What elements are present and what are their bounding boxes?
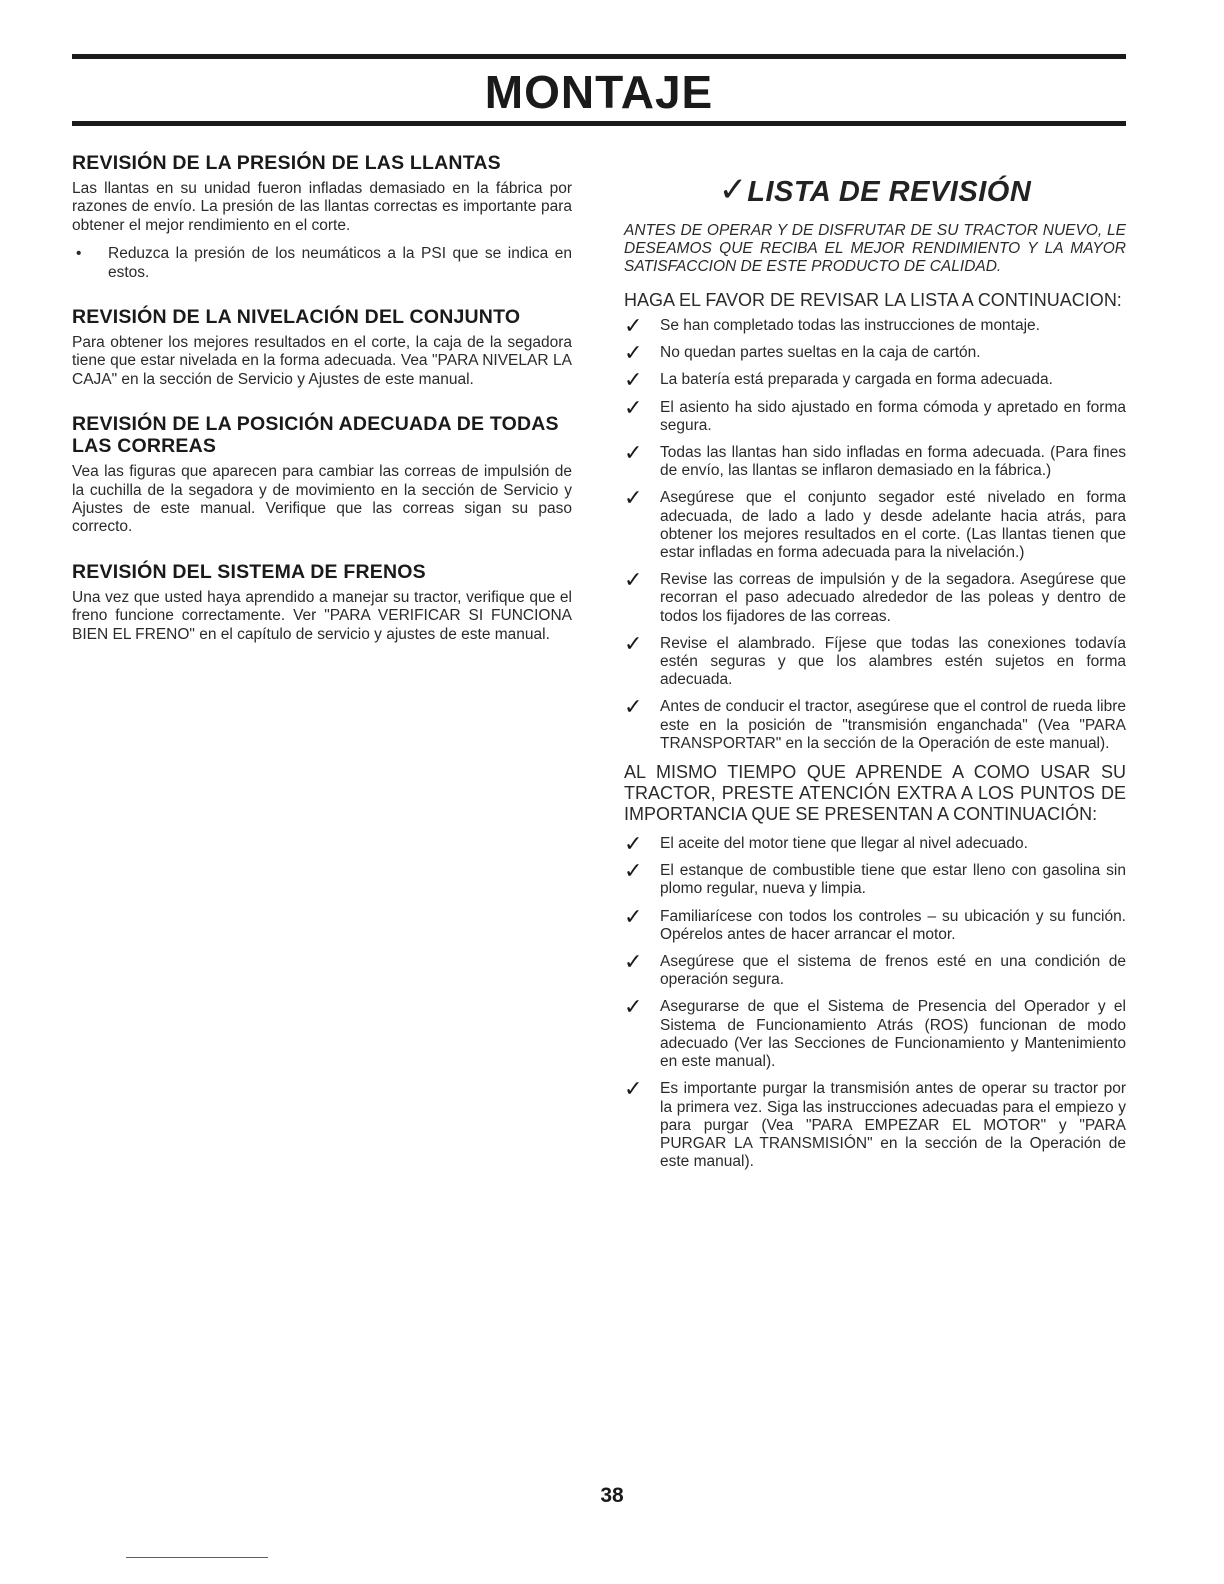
checkmark-icon: ✓	[718, 171, 748, 209]
checkmark-icon: ✓	[624, 630, 643, 656]
checklist-item-text: Revise el alambrado. Fíjese que todas las conexiones todavía estén seguras y que los alambres estén sujetos en forma adecuada.	[660, 634, 1126, 689]
checkmark-icon: ✓	[624, 858, 643, 884]
section-body: Para obtener los mejores resultados en el corte, la caja de la segadora tiene que estar nivelada en la forma adecuada. Vea "PARA NIVELAR LA CAJA" en la sección de Servicio y Ajustes de este manual.	[72, 334, 572, 388]
checkmark-icon: ✓	[624, 831, 643, 857]
checklist-prompt: HAGA EL FAVOR DE REVISAR LA LISTA A CONTINUACION:	[624, 290, 1122, 310]
checkmark-icon: ✓	[624, 367, 643, 393]
bullet-text: Reduzca la presión de los neumáticos a la PSI que se indica en estos.	[108, 245, 572, 281]
checklist-heading	[624, 170, 1126, 210]
checklist-prompt-2: AL MISMO TIEMPO QUE APRENDE A COMO USAR SU TRACTOR, PRESTE ATENCIÓN EXTRA A LOS PUNTOS DE IMPORTANCIA QUE SE PRESENTAN A CONTINUACIÓN:	[624, 762, 1126, 825]
checklist-title: LISTA DE REVISIÓN	[747, 176, 1032, 208]
section-heading: REVISIÓN DE LA POSICIÓN ADECUADA DE TODAS LAS CORREAS	[72, 413, 559, 458]
checklist-item-text: No quedan partes sueltas en la caja de cartón.	[660, 344, 981, 362]
left-column	[72, 152, 572, 668]
top-rule	[72, 54, 1126, 59]
checklist-item-text: Antes de conducir el tractor, asegúrese que el control de rueda libre este en la posición de "transmisión enganchada" (Vea "PARA TRANSPORTAR" en la sección de la Operación de este manual).	[660, 698, 1126, 752]
checklist-item	[624, 903, 1126, 944]
checklist-item-text: El aceite del motor tiene que llegar al nivel adecuado.	[660, 835, 1028, 853]
checklist-item	[624, 949, 1126, 989]
checklist-item	[624, 440, 1126, 480]
checklist-item-text: El asiento ha sido ajustado en forma cómoda y apretado en forma segura.	[660, 398, 1126, 434]
checklist-item	[624, 1076, 1126, 1171]
checkmark-icon: ✓	[624, 340, 643, 366]
checklist-item-text: Revise las correas de impulsión y de la segadora. Asegúrese que recorran el paso adecuado alrededor de las poleas y dentro de todos los fijadores de las correas.	[660, 571, 1126, 625]
bullet-item	[72, 245, 572, 282]
section-body: Las llantas en su unidad fueron infladas demasiado en la fábrica por razones de envío. La presión de las llantas correctas es importante para obtener el mejor rendimiento en el corte.	[72, 180, 572, 234]
checklist-item	[624, 567, 1126, 626]
checkmark-icon: ✓	[624, 694, 643, 720]
page-number: 38	[600, 1484, 624, 1507]
section-belts	[72, 413, 572, 537]
section-body: Una vez que usted haya aprendido a manejar su tractor, verifique que el freno funcione correctamente. Ver "PARA VERIFICAR SI FUNCIONA BIEN EL FRENO" en el capítulo de servicio y ajustes de este manual.	[72, 588, 572, 643]
scan-underline-mark	[126, 1557, 268, 1558]
checklist-item-text: Asegúrese que el conjunto segador esté nivelado en forma adecuada, de lado a lado y desde adelante hacia atrás, para obtener los mejores resultados en el corte. (Las llantas tienen que estar infladas en forma adecuada para la nivelación.)	[660, 489, 1126, 562]
checklist-item-text: Todas las llantas han sido infladas en forma adecuada. (Para fines de envío, las llantas se inflaron demasiado en la fábrica.)	[660, 444, 1126, 480]
checkmark-icon: ✓	[624, 485, 643, 511]
checkmark-icon: ✓	[624, 440, 643, 466]
checkmark-icon: ✓	[624, 1076, 643, 1102]
checkmark-icon: ✓	[624, 994, 643, 1020]
checklist-item	[624, 994, 1126, 1071]
section-brakes	[72, 561, 572, 644]
checklist-item	[624, 367, 1126, 393]
checkmark-icon: ✓	[624, 394, 643, 420]
checklist-item	[624, 630, 1126, 690]
checklist-items-1	[624, 313, 1126, 753]
checklist-item-text: Se han completado todas las instrucciones de montaje.	[660, 317, 1040, 334]
right-column	[624, 170, 1126, 1180]
section-heading: REVISIÓN DE LA NIVELACIÓN DEL CONJUNTO	[72, 306, 521, 329]
checklist-item	[624, 485, 1126, 562]
checklist-item-text: Familiarícese con todos los controles – su ubicación y su función. Opérelos antes de hacer arrancar el motor.	[660, 907, 1126, 943]
section-deck-leveling	[72, 306, 572, 389]
checkmark-icon: ✓	[624, 949, 643, 975]
checklist-item-text: Asegúrese que el sistema de frenos esté en una condición de operación segura.	[660, 953, 1126, 989]
title-bottom-rule	[72, 121, 1126, 126]
checklist-item-text: El estanque de combustible tiene que estar lleno con gasolina sin plomo regular, nueva y limpia.	[660, 862, 1126, 898]
checklist-item-text: La batería está preparada y cargada en forma adecuada.	[660, 371, 1053, 389]
checklist-item	[624, 340, 1126, 366]
section-tire-pressure	[72, 152, 572, 282]
checklist-intro: ANTES DE OPERAR Y DE DISFRUTAR DE SU TRACTOR NUEVO, LE DESEAMOS QUE RECIBA EL MEJOR RENDIMIENTO Y LA MAYOR SATISFACCION DE ESTE PRODUCTO DE CALIDAD.	[624, 222, 1126, 275]
bullet-dot-icon: •	[76, 245, 82, 263]
section-heading: REVISIÓN DEL SISTEMA DE FRENOS	[72, 560, 426, 583]
checklist-item-text: Asegurarse de que el Sistema de Presencia del Operador y el Sistema de Funcionamiento Atrás (ROS) funcionan de modo adecuado (Ver las Secciones de Funcionamiento y Mantenimiento en este manual).	[660, 998, 1126, 1071]
checkmark-icon: ✓	[624, 567, 643, 593]
checklist-item	[624, 694, 1126, 753]
checkmark-icon: ✓	[624, 903, 643, 929]
checkmark-icon: ✓	[624, 313, 643, 338]
checklist-item-text: Es importante purgar la transmisión antes de operar su tractor por la primera vez. Siga las instrucciones adecuadas para el empiezo y para purgar (Vea "PARA EMPEZAR EL MOTOR" y "PARA PURGAR LA TRANSMISIÓN" en la sección de la Operación de este manual).	[660, 1080, 1126, 1171]
checklist-item	[624, 831, 1126, 857]
checklist-item	[624, 313, 1126, 338]
checklist-item	[624, 858, 1126, 898]
page-title: MONTAJE	[484, 66, 714, 118]
section-body: Vea las figuras que aparecen para cambiar las correas de impulsión de la cuchilla de la segadora y de movimiento en la sección de Servicio y Ajustes de este manual. Verifique que las correas sigan su paso correcto.	[72, 463, 572, 536]
checklist-item	[624, 394, 1126, 435]
checklist-items-2	[624, 831, 1126, 1171]
section-heading: REVISIÓN DE LA PRESIÓN DE LAS LLANTAS	[72, 152, 501, 174]
